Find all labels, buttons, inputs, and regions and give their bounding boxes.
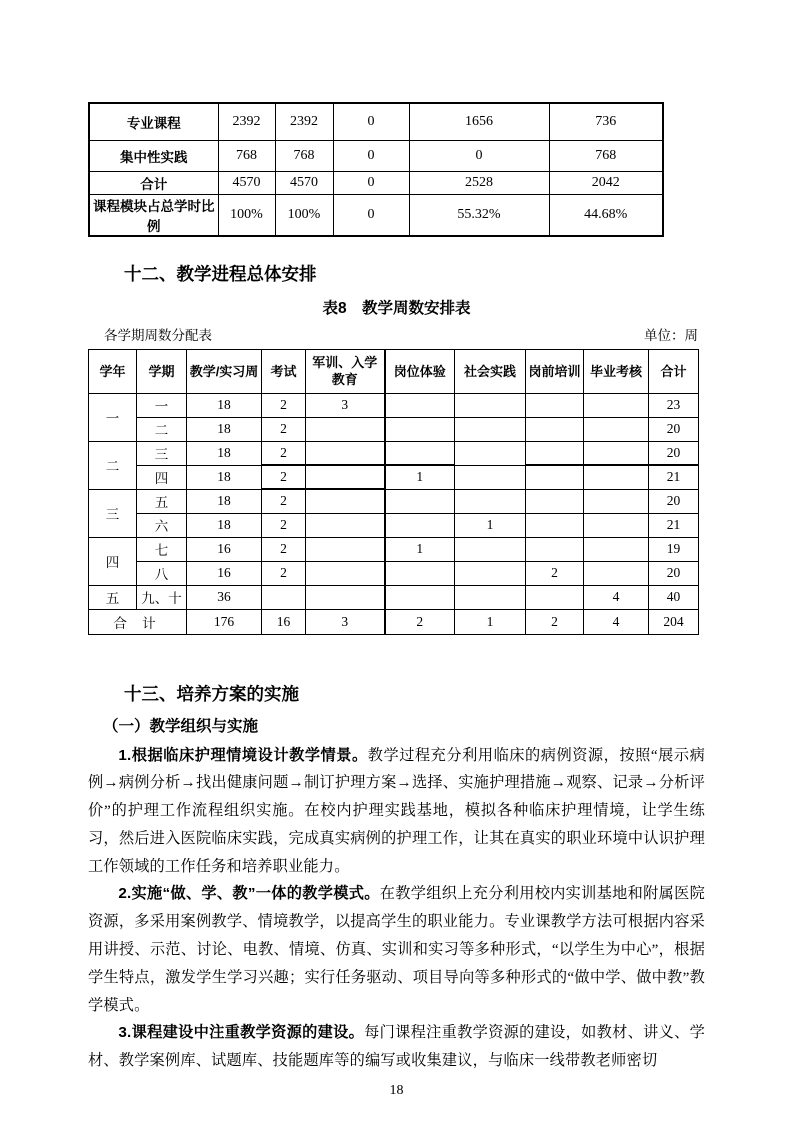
paragraph-3-text: 每门课程注重教学资源的建设，如教材、讲义、学材、教学案例库、试题库、技能题库等的编写或收集建议，与临床一线带教老师密切: [88, 1024, 705, 1070]
col-header: 学期: [137, 349, 187, 393]
cell: 2392: [218, 103, 275, 140]
cell: 2528: [409, 171, 549, 194]
table-row: [89, 585, 699, 609]
cell: 4: [584, 585, 649, 609]
table-row: [89, 393, 699, 417]
cell: [306, 465, 385, 489]
row-label: 课程模块占总学时比例: [89, 194, 218, 236]
paragraph-1-lead: 1.根据临床护理情境设计教学情景。: [118, 746, 368, 764]
cell: 16: [262, 609, 306, 634]
cell: 2: [262, 417, 306, 441]
cell: [306, 561, 385, 585]
table-row: [89, 171, 663, 194]
year-cell: 三: [89, 489, 137, 537]
cell: 0: [333, 194, 409, 236]
cell: 18: [187, 465, 262, 489]
section-heading-12: 十二、教学进程总体安排: [124, 263, 317, 284]
cell: 21: [649, 465, 699, 489]
cell: [306, 417, 385, 441]
year-cell: 一: [89, 393, 137, 441]
cell: [262, 585, 306, 609]
subsection-heading: （一）教学组织与实施: [103, 717, 259, 735]
cell: 2: [262, 489, 306, 513]
cell: [455, 393, 526, 417]
table-row: [89, 194, 663, 236]
col-header: 社会实践: [455, 349, 526, 393]
col-header: 合计: [649, 349, 699, 393]
cell: [306, 513, 385, 537]
semester-cell: 八: [137, 561, 187, 585]
semester-cell: 三: [137, 441, 187, 465]
cell: 2: [262, 441, 306, 465]
col-header: 岗前培训: [526, 349, 584, 393]
table-row: [89, 140, 663, 171]
semester-cell: 四: [137, 465, 187, 489]
col-header: 学年: [89, 349, 137, 393]
cell: [455, 537, 526, 561]
schedule-table: [88, 349, 699, 635]
paragraph-1-text: 教学过程充分利用临床的病例资源，按照“展示病例→病例分析→找出健康问题→制订护理方案→选择、实施护理措施→观察、记录→分析评价”的护理工作流程组织实施。在校内护理实践基地，模拟各种临床护理情境，让学生练习，然后进入医院临床实践，完成真实病例的护理工作，让其在真实的职业环境中认识护理工作领域的工作任务和培养职业能力。: [88, 746, 705, 875]
cell: 44.68%: [549, 194, 663, 236]
cell: 4570: [218, 171, 275, 194]
cell: [385, 585, 455, 609]
cell: [455, 441, 526, 465]
semester-cell: 二: [137, 417, 187, 441]
cell: 16: [187, 537, 262, 561]
cell: 2: [262, 393, 306, 417]
cell: 1: [385, 465, 455, 489]
table-total-row: [89, 609, 699, 634]
cell: 1: [385, 537, 455, 561]
semester-cell: 五: [137, 489, 187, 513]
cell: 768: [275, 140, 333, 171]
cell: 20: [649, 489, 699, 513]
table8-title: 表8 教学周数安排表: [322, 299, 471, 317]
paragraph-2-text: 在教学组织上充分利用校内实训基地和附属医院资源，多采用案例教学、情境教学，以提高学生的职业能力。专业课教学方法可根据内容采用讲授、示范、讨论、电教、情境、仿真、实训和实习等多种形式，“以学生为中心”，根据学生特点，激发学生学习兴趣；实行任务驱动、项目导向等多种形式的“做中学、做中教”教学模式。: [88, 885, 706, 1014]
page-number: 18: [389, 1083, 404, 1099]
cell: [526, 513, 584, 537]
cell: 2: [262, 537, 306, 561]
cell: 1: [455, 513, 526, 537]
cell: [385, 393, 455, 417]
paragraph-2: [88, 880, 705, 1019]
cell: 21: [649, 513, 699, 537]
cell: [584, 441, 649, 465]
cell: 2392: [275, 103, 333, 140]
cell: [584, 537, 649, 561]
cell: [385, 489, 455, 513]
cell: 2: [526, 561, 584, 585]
cell: 0: [333, 103, 409, 140]
cell: 0: [333, 171, 409, 194]
cell: 2: [262, 561, 306, 585]
table-header-row: [89, 349, 699, 393]
cell: [526, 489, 584, 513]
cell: [306, 537, 385, 561]
cell: 18: [187, 393, 262, 417]
cell: [306, 441, 385, 465]
table-row: [89, 489, 699, 513]
cell: 18: [187, 513, 262, 537]
total-label: 合 计: [89, 609, 187, 634]
cell: 176: [187, 609, 262, 634]
cell: [306, 585, 385, 609]
table-row: [89, 465, 699, 489]
cell: 4570: [275, 171, 333, 194]
cell: 1: [455, 609, 526, 634]
cell: [455, 489, 526, 513]
table-row: [89, 561, 699, 585]
cell: [455, 417, 526, 441]
cell: [385, 561, 455, 585]
section-heading-13: 十三、培养方案的实施: [124, 683, 299, 704]
cell: 100%: [275, 194, 333, 236]
cell: [455, 465, 526, 489]
cell: 18: [187, 441, 262, 465]
cell: [526, 585, 584, 609]
paragraph-2-lead: 2.实施“做、学、教”一体的教学模式。: [118, 885, 380, 903]
cell: [526, 417, 584, 441]
cell: 100%: [218, 194, 275, 236]
cell: [455, 561, 526, 585]
cell: [584, 561, 649, 585]
cell: 4: [584, 609, 649, 634]
table-row: [89, 537, 699, 561]
cell: 204: [649, 609, 699, 634]
semester-cell: 七: [137, 537, 187, 561]
cell: 2: [262, 465, 306, 489]
cell: [385, 441, 455, 465]
cell: [455, 585, 526, 609]
table8-caption: [88, 327, 698, 345]
cell: 736: [549, 103, 663, 140]
unit-label: 单位：周: [644, 327, 698, 343]
semester-cell: 九、十: [137, 585, 187, 609]
paragraph-3: [88, 1019, 705, 1075]
cell: 20: [649, 441, 699, 465]
table-row: [89, 417, 699, 441]
cell: 2: [262, 513, 306, 537]
semester-cell: 一: [137, 393, 187, 417]
col-header: 毕业考核: [584, 349, 649, 393]
cell: 23: [649, 393, 699, 417]
cell: 2: [385, 609, 455, 634]
cell: 768: [218, 140, 275, 171]
table-row: [89, 513, 699, 537]
cell: 40: [649, 585, 699, 609]
col-header: 岗位体验: [385, 349, 455, 393]
cell: 18: [187, 489, 262, 513]
cell: 3: [306, 609, 385, 634]
cell: 18: [187, 417, 262, 441]
cell: 2: [526, 609, 584, 634]
cell: [584, 393, 649, 417]
year-cell: 二: [89, 441, 137, 489]
cell: 0: [333, 140, 409, 171]
cell: 20: [649, 417, 699, 441]
cell: [306, 489, 385, 513]
cell: 19: [649, 537, 699, 561]
semester-cell: 六: [137, 513, 187, 537]
col-header: 考试: [262, 349, 306, 393]
year-cell: 四: [89, 537, 137, 585]
cell: 3: [306, 393, 385, 417]
cell: [385, 417, 455, 441]
cell: 768: [549, 140, 663, 171]
row-label: 合计: [89, 171, 218, 194]
cell: [584, 489, 649, 513]
cell: [526, 465, 584, 489]
hours-table: [88, 102, 664, 237]
table-row: [89, 103, 663, 140]
cell: [584, 417, 649, 441]
paragraph-1: [88, 742, 705, 881]
col-header: 教学/实习周: [187, 349, 262, 393]
body-text: [88, 742, 705, 1076]
cell: 2042: [549, 171, 663, 194]
paragraph-3-lead: 3.课程建设中注重教学资源的建设。: [118, 1024, 365, 1042]
cell: 0: [409, 140, 549, 171]
year-cell: 五: [89, 585, 137, 609]
cell: [584, 513, 649, 537]
row-label: 集中性实践: [89, 140, 218, 171]
cell: [584, 465, 649, 489]
cell: [526, 441, 584, 465]
cell: [385, 513, 455, 537]
cell: [526, 393, 584, 417]
caption-left: 各学期周数分配表: [104, 327, 212, 343]
row-label: 专业课程: [89, 103, 218, 140]
cell: 20: [649, 561, 699, 585]
table-row: [89, 441, 699, 465]
col-header: 军训、入学教育: [306, 349, 385, 393]
cell: 36: [187, 585, 262, 609]
cell: [526, 537, 584, 561]
cell: 55.32%: [409, 194, 549, 236]
cell: 1656: [409, 103, 549, 140]
cell: 16: [187, 561, 262, 585]
